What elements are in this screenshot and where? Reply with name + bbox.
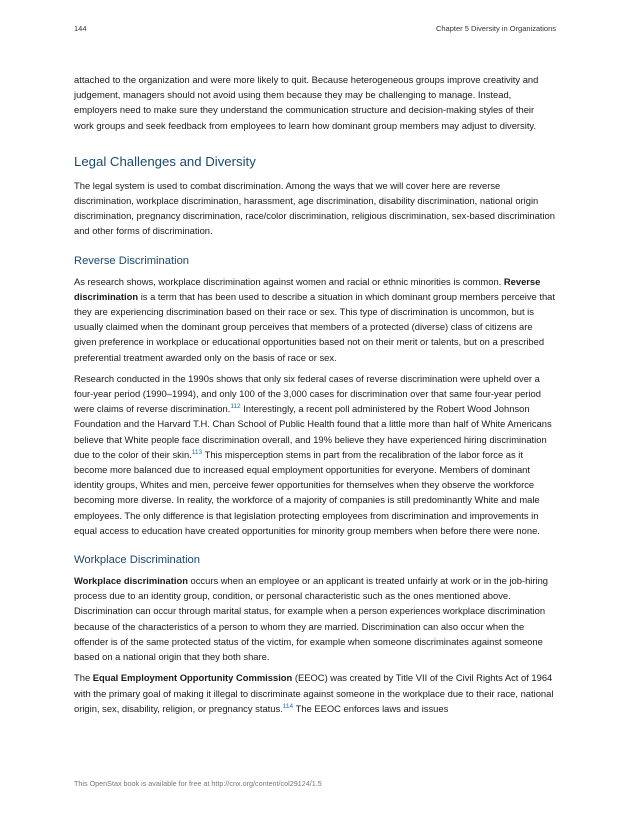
key-term: Reverse discrimination [74,275,541,302]
workplace-paragraph-2 [74,670,556,716]
text-span: This misperception stems in part from the recalibration of the labor force as it become more balanced due to increased equal employment opportunities for everyone. Members of dominant identity groups, Whites and men, perceive fewer opportunities for themselves when they observe the workforce becoming more diverse. In reality, the workforce of a majority of companies is still predominantly White and male employees. The only difference is that legislation protecting employees from discrimination and improvements in equal access to education have created opportunities for minority group members when before there were none. [74,448,540,536]
text-span: As research shows, workplace discrimination against women and racial or ethnic minorities is common. [74,275,502,287]
page-body [74,72,556,722]
text-span: Research conducted in the 1990s shows that only six federal cases of reverse discrimination were upheld over a four-year period (1990–1994), and only 100 of the 3,000 cases for discrimination over that same four-year period were claims of reverse discrimination. [74,372,541,415]
footnote-link-114[interactable]: 114 [282,702,294,710]
text-span: occurs when an employee or an applicant is treated unfairly at work or in the job-hiring process due to an identity group, condition, or personal characteristic such as the ones mentioned above. Discrimination can occur through marital status, for example when a person experiences workplace discrimination because of the characteristics of a person to whom they are married. Discrimination can also occur when the offender is of the same protected status of the victim, for example when someone discriminates against someone based on a national origin that they both share. [74,575,549,663]
text-span: is a term that has been used to describe a situation in which dominant group members perceive that they are experiencing discrimination based on their race or sex. This type of discrimination is uncommon, but is usually claimed when the dominant group perceives that members of a protected (diverse) class of citizens are given preference in workplace or educational opportunities based not on their merit or talents, but on a prescribed preferential treatment awarded only on the basis of race or sex. [74,290,555,363]
key-term: Workplace discrimination [74,575,188,587]
workplace-paragraph-1 [74,573,556,664]
footnote-link-113[interactable]: 113 [191,448,203,456]
chapter-title: Chapter 5 Diversity in Organizations [435,24,556,33]
intro-paragraph: attached to the organization and were more likely to quit. Because heterogeneous groups improve creativity and judgement, managers should not avoid using them because they may be challenging to manage. Instead, employers need to make sure they understand the communication structure and decision-making styles of their work groups and seek feedback from employees to learn how dominant group members may adjust to diversity. [74,74,539,131]
running-header [74,24,556,36]
reverse-paragraph-1 [74,274,556,365]
text-span: (EEOC) was created by Title VII of the Civil Rights Act of 1964 with the primary goal of making it illegal to discriminate against someone in the workplace due to their race, national origin, sex, disability, religion, or pregnancy status. [74,672,554,714]
subsection-heading-workplace: Workplace Discrimination [74,554,201,567]
footnote-link-112[interactable]: 112 [230,403,241,411]
text-span: Interestingly, a recent poll administered by the Robert Wood Johnson Foundation and the Harvard T.H. Chan School of Public Health found that a little more than half of White Americans believe that White people face discrimination overall, and 19% believe they have experienced hiring discrimination due to the color of their skin. [74,403,552,460]
key-term: Equal Employment Opportunity Commission [92,672,293,684]
page-number: 144 [74,24,87,33]
subsection-heading-reverse: Reverse Discrimination [74,254,190,267]
section-heading-legal: Legal Challenges and Diversity [74,153,256,169]
legal-paragraph: The legal system is used to combat discrimination. Among the ways that we will cover here are reverse discrimination, workplace discrimination, harassment, age discrimination, disability discrimination, national origin discrimination, pregnancy discrimination, race/color discrimination, religious discrimination, sex-based discrimination and other forms of discrimination. [74,179,555,237]
page-footer: This OpenStax book is available for free at http://cnx.org/content/col29124/1.5 [74,779,322,788]
text-span: The [74,672,91,684]
reverse-paragraph-2 [74,371,556,538]
text-span: The EEOC enforces laws and issues [295,702,449,714]
